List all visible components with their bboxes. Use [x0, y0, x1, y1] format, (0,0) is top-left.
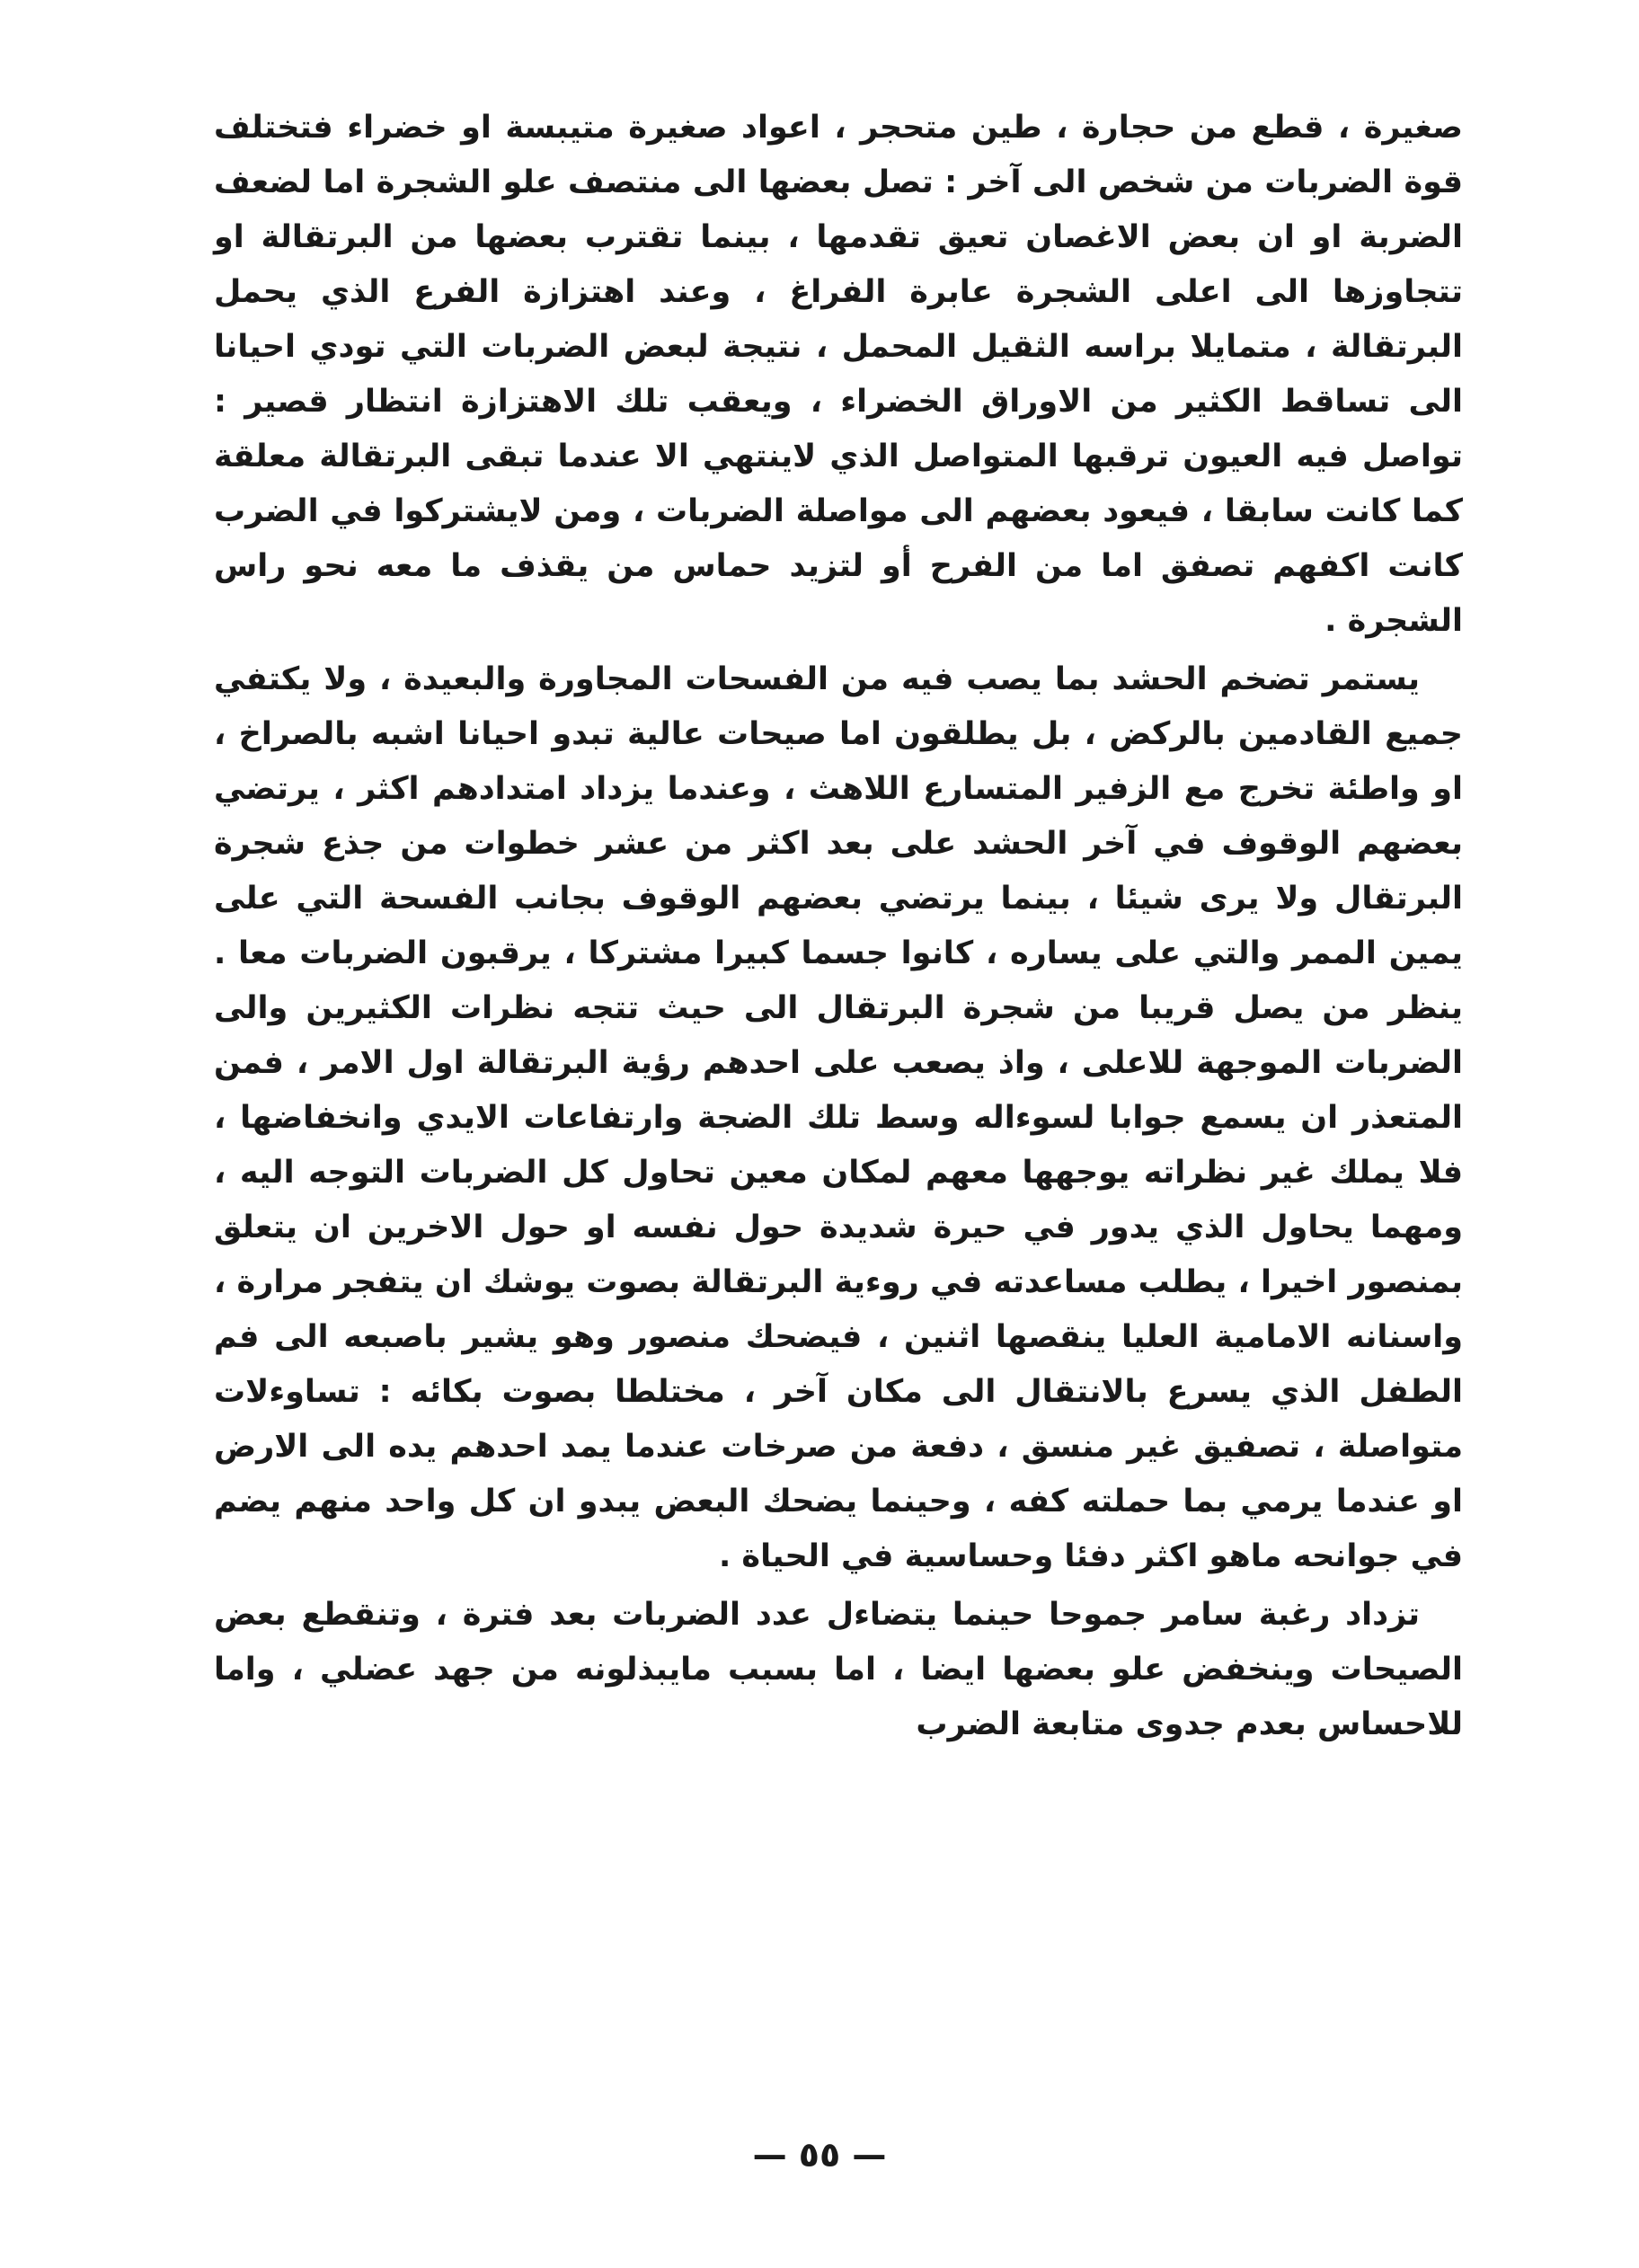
paragraph-2: يستمر تضخم الحشد بما يصب فيه من الفسحات المجاورة والبعيدة ، ولا يكتفي جميع القادمين بالركض ، بل يطلقون اما صيحات عالية تبدو احيانا اشبه بالصراخ ، او واطئة تخرج مع الزفير المتسارع اللاهث ، وعندما يزداد امتدادهم اكثر ، يرتضي بعضهم الوقوف في آخر الحشد على بعد اكثر من عشر خطوات من جذع شجرة البرتقال ولا يرى شيئا ، بينما يرتضي بعضهم الوقوف بجانب الفسحة التي على يمين الممر والتي على يساره ، كانوا جسما كبيرا مشتركا ، يرقبون الضربات معا . ينظر من يصل قريبا من شجرة البرتقال الى حيث تتجه نظرات الكثيرين والى الضربات الموجهة للاعلى ، واذ يصعب على احدهم رؤية البرتقالة اول الامر ، فمن المتعذر ان يسمع جوابا لسوءاله وسط تلك الضجة وارتفاعات الايدي وانخفاضها ، فلا يملك غير نظراته يوجهها معهم لمكان معين تحاول كل الضربات التوجه اليه ، ومهما يحاول الذي يدور في حيرة شديدة حول نفسه او حول الاخرين ان يتعلق بمنصور اخيرا ، يطلب مساعدته في روءية البرتقالة بصوت يوشك ان يتفجر مرارة ، واسنانه الامامية العليا ينقصها اثنين ، فيضحك منصور وهو يشير باصبعه الى فم الطفل الذي يسرع بالانتقال الى مكان آخر ، مختلطا بصوت بكائه : تساوءلات متواصلة ، تصفيق غير منسق ، دفعة من صرخات عندما يمد احدهم يده الى الارض او عندما يرمي بما حملته كفه ، وحينما يضحك البعض يبدو ان كل واحد منهم يضم في جوانحه ماهو اكثر دفئا وحساسية في الحياة . [214, 661, 1463, 1574]
page-number: — ٥٥ — [752, 2135, 887, 2175]
body-text [214, 101, 1463, 1752]
paragraph-1: صغيرة ، قطع من حجارة ، طين متحجر ، اعواد صغيرة متيبسة او خضراء فتختلف قوة الضربات من شخص الى آخر : تصل بعضها الى منتصف علو الشجرة اما لضعف الضربة او ان بعض الاغصان تعيق تقدمها ، بينما تقترب بعضها من البرتقالة او تتجاوزها الى اعلى الشجرة عابرة الفراغ ، وعند اهتزازة الفرع الذي يحمل البرتقالة ، متمايلا براسه الثقيل المحمل ، نتيجة لبعض الضربات التي تودي احيانا الى تساقط الكثير من الاوراق الخضراء ، ويعقب تلك الاهتزازة انتظار قصير : تواصل فيه العيون ترقبها المتواصل الذي لاينتهي الا عندما تبقى البرتقالة معلقة كما كانت سابقا ، فيعود بعضهم الى مواصلة الضربات ، ومن لايشتركوا في الضرب كانت اكفهم تصفق اما من الفرح أو لتزيد حماس من يقذف ما معه نحو راس الشجرة . [214, 110, 1463, 639]
paragraph-3: تزداد رغبة سامر جموحا حينما يتضاءل عدد الضربات بعد فترة ، وتنقطع بعض الصيحات وينخفض علو بعضها ايضا ، اما بسبب مايبذلونه من جهد عضلي ، واما للاحساس بعدم جدوى متابعة الضرب [214, 1597, 1463, 1742]
